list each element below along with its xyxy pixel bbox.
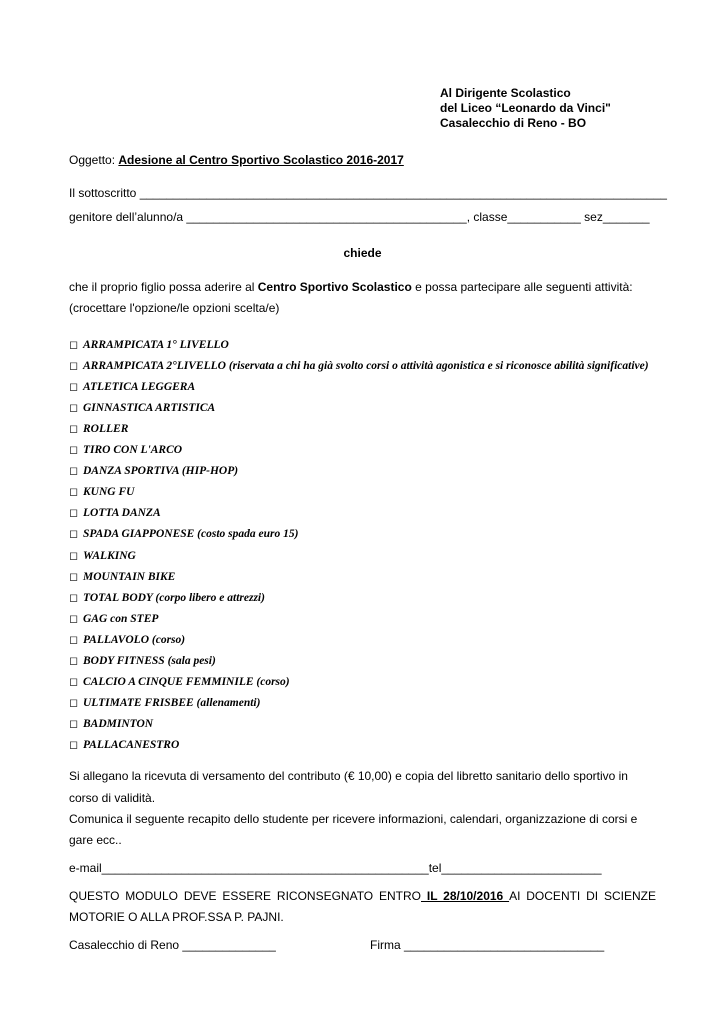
checkbox-icon[interactable]: ◻: [69, 570, 79, 583]
subject-title: Adesione al Centro Sportivo Scolastico 2016-2017: [118, 153, 404, 167]
subject-line: [69, 153, 404, 167]
checkbox-icon[interactable]: ◻: [69, 738, 79, 751]
checkbox-icon[interactable]: ◻: [69, 423, 79, 436]
place-field: Casalecchio di Reno ______________: [69, 938, 276, 952]
activity-label: TIRO CON L'ARCO: [83, 444, 183, 457]
checkbox-icon[interactable]: ◻: [69, 675, 79, 688]
activity-label: SPADA GIAPPONESE (costo spada euro 15): [83, 528, 299, 541]
request-pre: che il proprio figlio possa aderire al: [69, 280, 258, 294]
notice-line-2: MOTORIE O ALLA PROF.SSA P. PAJNI.: [69, 910, 284, 924]
checkbox-icon[interactable]: ◻: [69, 654, 79, 667]
notice-post: AI DOCENTI DI SCIENZE: [509, 889, 656, 903]
activity-item-body-fitness: [69, 654, 216, 667]
email-tel-field: e-mail_________________________________________________tel________________________: [69, 861, 602, 875]
checkbox-icon[interactable]: ◻: [69, 465, 79, 478]
activity-item-frisbee: [69, 696, 260, 709]
activity-label: WALKING: [83, 549, 136, 562]
activity-label: LOTTA DANZA: [83, 507, 161, 520]
activity-label: ATLETICA LEGGERA: [83, 381, 196, 394]
checkbox-icon[interactable]: ◻: [69, 528, 79, 541]
recipient-line-3: Casalecchio di Reno - BO: [440, 116, 587, 130]
activity-item-walking: [69, 549, 136, 562]
checkbox-icon[interactable]: ◻: [69, 717, 79, 730]
activity-label: PALLAVOLO (corso): [83, 633, 186, 646]
checkbox-icon[interactable]: ◻: [69, 633, 79, 646]
subject-label: Oggetto:: [69, 153, 119, 167]
checkbox-icon[interactable]: ◻: [69, 444, 79, 457]
sottoscritto-field: Il sottoscritto _______________________________________________________________________________: [69, 186, 667, 200]
checkbox-icon[interactable]: ◻: [69, 591, 79, 604]
request-line: [69, 280, 633, 294]
activity-item-total-body: [69, 591, 265, 604]
checkbox-icon[interactable]: ◻: [69, 360, 79, 373]
activity-label: GAG con STEP: [83, 612, 159, 625]
recipient-line-1: Al Dirigente Scolastico: [440, 86, 571, 100]
request-post: e possa partecipare alle seguenti attività:: [411, 280, 633, 294]
notice-pre: QUESTO MODULO DEVE ESSERE RICONSEGNATO ENTRO: [69, 889, 421, 903]
activity-item-roller: [69, 422, 128, 435]
request-note: (crocettare l'opzione/le opzioni scelta/e): [69, 301, 280, 315]
activity-item-badminton: [69, 717, 153, 730]
activity-item-lotta-danza: [69, 506, 161, 519]
activity-label: ROLLER: [83, 423, 129, 436]
activity-label: ULTIMATE FRISBEE (allenamenti): [83, 696, 261, 709]
activity-item-pallacanestro: [69, 738, 179, 751]
signature-field: Firma ______________________________: [370, 938, 605, 952]
activity-label: CALCIO A CINQUE FEMMINILE (corso): [83, 675, 290, 688]
activity-item-arrampicata-2: [69, 359, 649, 372]
checkbox-icon[interactable]: ◻: [69, 507, 79, 520]
request-bold: Centro Sportivo Scolastico: [257, 280, 412, 294]
activity-label: BADMINTON: [83, 717, 154, 730]
activity-label: PALLACANESTRO: [83, 738, 180, 751]
notice-deadline: IL 28/10/2016: [421, 889, 510, 903]
activity-item-atletica: [69, 380, 195, 393]
activity-label: KUNG FU: [83, 486, 135, 499]
activity-item-mountain-bike: [69, 570, 175, 583]
checkbox-icon[interactable]: ◻: [69, 402, 79, 415]
genitore-field: genitore dell’alunno/a __________________________________________, classe___________ sez_______: [69, 210, 650, 224]
activity-label: BODY FITNESS (sala pesi): [83, 654, 216, 667]
checkbox-icon[interactable]: ◻: [69, 339, 79, 351]
activity-item-kung-fu: [69, 485, 134, 498]
checkbox-icon[interactable]: ◻: [69, 696, 79, 709]
activity-label: GINNASTICA ARTISTICA: [83, 402, 216, 415]
activity-label: ARRAMPICATA 1° LIVELLO: [83, 339, 229, 351]
attachments-line-4: gare ecc..: [69, 833, 122, 847]
attachments-line-3: Comunica il seguente recapito dello studente per ricevere informazioni, calendari, organizzazione di corsi e: [69, 812, 638, 826]
attachments-line-1: Si allegano la ricevuta di versamento del contributo (€ 10,00) e copia del libretto sanitario dello sportivo in: [69, 769, 628, 783]
activity-item-danza: [69, 464, 238, 477]
activity-item-tiro-arco: [69, 443, 182, 456]
checkbox-icon[interactable]: ◻: [69, 486, 79, 499]
recipient-line-2: del Liceo “Leonardo da Vinci": [440, 101, 611, 115]
activity-item-ginnastica: [69, 401, 215, 414]
activity-item-calcio: [69, 675, 290, 688]
checkbox-icon[interactable]: ◻: [69, 612, 79, 625]
activity-label: ARRAMPICATA 2°LIVELLO (riservata a chi ha già svolto corsi o attività agonistica e si riconosce abilità significative): [83, 360, 649, 373]
checkbox-icon[interactable]: ◻: [69, 381, 79, 394]
attachments-line-2: corso di validità.: [69, 791, 156, 805]
activity-label: DANZA SPORTIVA (HIP-HOP): [83, 465, 239, 478]
chiede-heading: chiede: [343, 246, 382, 260]
activity-item-arrampicata-1: [69, 338, 229, 351]
activity-item-spada: [69, 527, 298, 540]
checkbox-icon[interactable]: ◻: [69, 549, 79, 562]
activity-item-pallavolo: [69, 633, 185, 646]
notice-line-1: [69, 889, 656, 903]
activity-label: MOUNTAIN BIKE: [83, 570, 176, 583]
activity-label: TOTAL BODY (corpo libero e attrezzi): [83, 591, 265, 604]
activity-item-gag-step: [69, 612, 158, 625]
